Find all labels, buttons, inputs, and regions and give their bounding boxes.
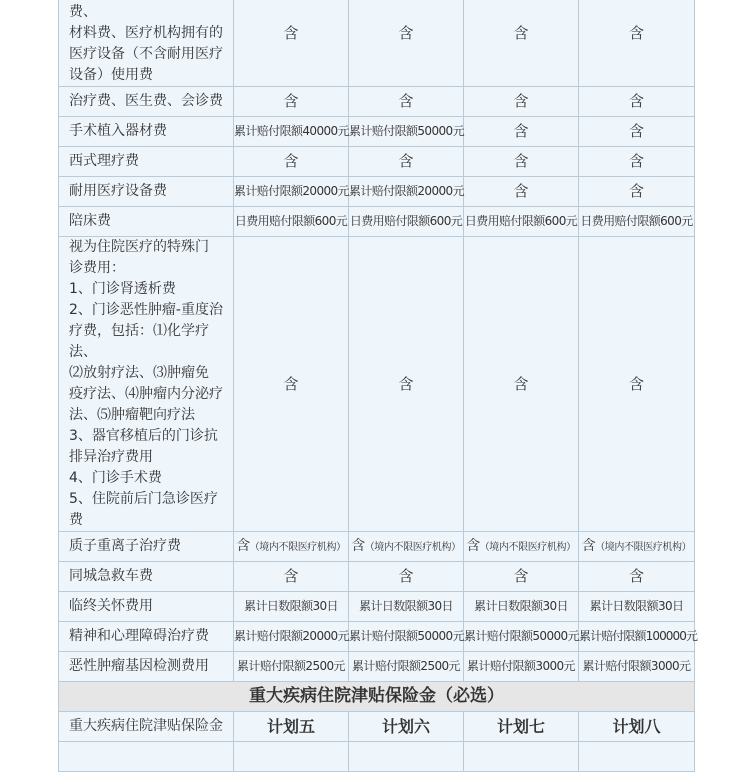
row-label: 质子重离子治疗费 bbox=[59, 532, 234, 562]
plan7-header: 计划七 bbox=[464, 712, 579, 742]
label-line: 排异治疗费用 bbox=[69, 449, 153, 465]
table-row bbox=[59, 147, 695, 177]
plan5-value: 累计赔付限额40000元 bbox=[234, 117, 349, 147]
table-row bbox=[59, 0, 695, 87]
plan5-value bbox=[234, 532, 349, 562]
plan7-value: 含 bbox=[464, 117, 579, 147]
row-label: 西式理疗费 bbox=[59, 147, 234, 177]
label-line: 设备）使用费 bbox=[69, 67, 153, 83]
value-note: （境内不限医疗机构） bbox=[479, 541, 576, 553]
plan5-value: 含 bbox=[234, 87, 349, 117]
plan5-value: 含 bbox=[234, 562, 349, 592]
row-label bbox=[59, 237, 234, 532]
label-line: 诊费用： bbox=[69, 260, 125, 276]
plan8-value: 含 bbox=[579, 562, 695, 592]
value-main: 含 bbox=[581, 537, 596, 554]
plan8-value bbox=[579, 532, 695, 562]
table-row bbox=[59, 87, 695, 117]
plan6-value bbox=[349, 742, 464, 772]
plan8-value: 日费用赔付限额600元 bbox=[579, 207, 695, 237]
benefits-table bbox=[58, 0, 698, 772]
plan6-value: 累计赔付限额2500元 bbox=[349, 652, 464, 682]
label-line: 费、 bbox=[69, 4, 97, 20]
label-line: ⑵放射疗法、⑶肿瘤免 bbox=[69, 365, 209, 381]
label-line: 疗费，包括：⑴化学疗法、 bbox=[69, 323, 209, 360]
table-row bbox=[59, 177, 695, 207]
plan8-value: 含 bbox=[579, 237, 695, 532]
plan8-value: 含 bbox=[579, 177, 695, 207]
label-line: 视为住院医疗的特殊门 bbox=[69, 239, 209, 255]
row-label: 临终关怀费用 bbox=[59, 592, 234, 622]
table-row bbox=[59, 207, 695, 237]
label-line: 1、门诊肾透析费 bbox=[69, 281, 176, 297]
plan5-value: 累计赔付限额2500元 bbox=[234, 652, 349, 682]
plan6-value: 含 bbox=[349, 237, 464, 532]
plan5-value: 累计日数限额30日 bbox=[234, 592, 349, 622]
plan5-value: 含 bbox=[234, 237, 349, 532]
plan5-header: 计划五 bbox=[234, 712, 349, 742]
plan7-value: 含 bbox=[464, 237, 579, 532]
label-line: 医疗设备（不含耐用医疗 bbox=[69, 46, 223, 62]
label-line: 5、住院前后门急诊医疗费 bbox=[69, 491, 218, 528]
plan8-header: 计划八 bbox=[579, 712, 695, 742]
plan6-value bbox=[349, 532, 464, 562]
plan8-value: 累计赔付限额100000元 bbox=[579, 622, 695, 652]
plan6-value: 含 bbox=[349, 562, 464, 592]
table-row bbox=[59, 622, 695, 652]
value-main: 含 bbox=[351, 537, 365, 554]
plan7-value: 含 bbox=[464, 147, 579, 177]
plan8-value: 累计日数限额30日 bbox=[579, 592, 695, 622]
plan7-value: 累计日数限额30日 bbox=[464, 592, 579, 622]
row-label: 陪床费 bbox=[59, 207, 234, 237]
plan6-value: 累计赔付限额50000元 bbox=[349, 117, 464, 147]
row-label: 重大疾病住院津贴保险金 bbox=[59, 712, 234, 742]
plan7-value bbox=[464, 532, 579, 562]
row-label: 精神和心理障碍治疗费 bbox=[59, 622, 234, 652]
row-label: 治疗费、医生费、会诊费 bbox=[59, 87, 234, 117]
plan6-value: 累计赔付限额50000元 bbox=[349, 622, 464, 652]
label-line: 3、器官移植后的门诊抗 bbox=[69, 428, 218, 444]
plan8-value: 累计赔付限额3000元 bbox=[579, 652, 695, 682]
plan8-value: 含 bbox=[579, 147, 695, 177]
table-row bbox=[59, 117, 695, 147]
plan6-value: 含 bbox=[349, 0, 464, 87]
value-main: 含 bbox=[236, 537, 250, 554]
plan5-value: 含 bbox=[234, 0, 349, 87]
plan6-value: 累计日数限额30日 bbox=[349, 592, 464, 622]
table-row bbox=[59, 237, 695, 532]
table-row bbox=[59, 742, 695, 772]
value-note: （境内不限医疗机构） bbox=[249, 541, 346, 553]
row-label: 同城急救车费 bbox=[59, 562, 234, 592]
plan7-value: 累计赔付限额50000元 bbox=[464, 622, 579, 652]
plan6-value: 含 bbox=[349, 147, 464, 177]
table-row bbox=[59, 532, 695, 562]
row-label bbox=[59, 742, 234, 772]
plan6-header: 计划六 bbox=[349, 712, 464, 742]
plan7-value bbox=[464, 742, 579, 772]
table-row bbox=[59, 562, 695, 592]
row-label: 手术植入器材费 bbox=[59, 117, 234, 147]
label-line: 法、⑸肿瘤靶向疗法 bbox=[69, 407, 195, 423]
plan8-value: 含 bbox=[579, 87, 695, 117]
plan8-value: 含 bbox=[579, 0, 695, 87]
plan7-value: 含 bbox=[464, 0, 579, 87]
section-title: 重大疾病住院津贴保险金（必选） bbox=[59, 682, 695, 712]
value-main: 含 bbox=[466, 537, 480, 554]
row-label: 恶性肿瘤基因检测费用 bbox=[59, 652, 234, 682]
plan7-value: 含 bbox=[464, 87, 579, 117]
plan5-value: 累计赔付限额20000元 bbox=[234, 622, 349, 652]
row-label bbox=[59, 0, 234, 87]
label-line: 4、门诊手术费 bbox=[69, 470, 162, 486]
plan-header-row bbox=[59, 712, 695, 742]
plan8-value bbox=[579, 742, 695, 772]
plan7-value: 累计赔付限额3000元 bbox=[464, 652, 579, 682]
section-header-row bbox=[59, 682, 695, 712]
label-line: 材料费、医疗机构拥有的 bbox=[69, 25, 223, 41]
row-label: 耐用医疗设备费 bbox=[59, 177, 234, 207]
plan5-value bbox=[234, 742, 349, 772]
plan5-value: 日费用赔付限额600元 bbox=[234, 207, 349, 237]
plan6-value: 累计赔付限额20000元 bbox=[349, 177, 464, 207]
plan7-value: 含 bbox=[464, 177, 579, 207]
plan7-value: 含 bbox=[464, 562, 579, 592]
plan8-value: 含 bbox=[579, 117, 695, 147]
value-note: （境内不限医疗机构） bbox=[595, 541, 692, 553]
table-row bbox=[59, 652, 695, 682]
plan6-value: 含 bbox=[349, 87, 464, 117]
plan5-value: 含 bbox=[234, 147, 349, 177]
table-row bbox=[59, 592, 695, 622]
plan6-value: 日费用赔付限额600元 bbox=[349, 207, 464, 237]
plan7-value: 日费用赔付限额600元 bbox=[464, 207, 579, 237]
value-note: （境内不限医疗机构） bbox=[364, 541, 461, 553]
plan5-value: 累计赔付限额20000元 bbox=[234, 177, 349, 207]
label-line: 疫疗法、⑷肿瘤内分泌疗 bbox=[69, 386, 223, 402]
label-line: 2、门诊恶性肿瘤-重度治 bbox=[69, 302, 223, 318]
